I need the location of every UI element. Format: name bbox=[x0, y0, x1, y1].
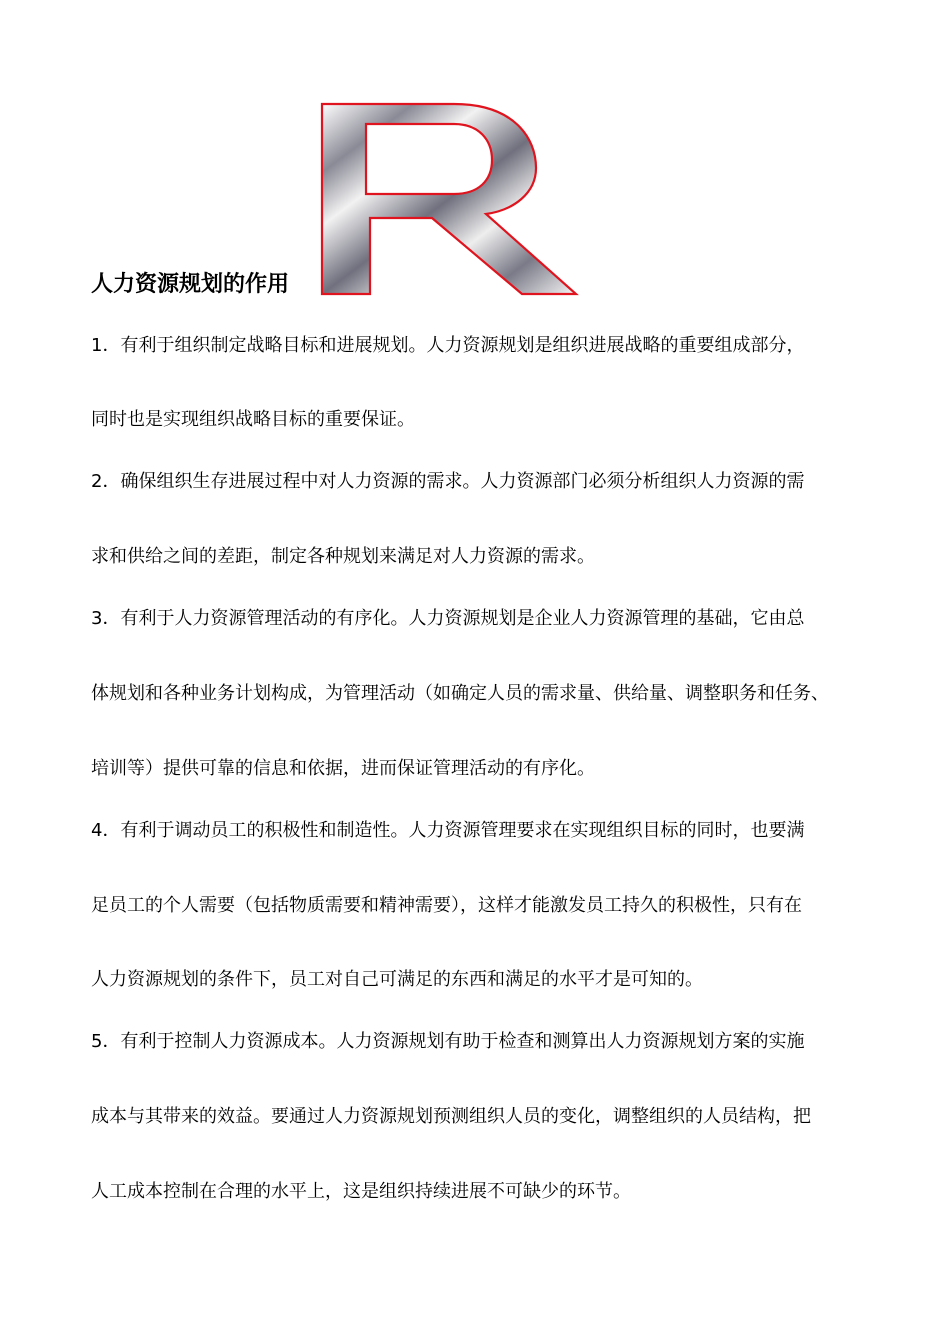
paragraph-line: 1．有利于组织制定战略目标和进展规划。人力资源规划是组织进展战略的重要组成部分， bbox=[91, 335, 805, 356]
paragraph-line: 人工成本控制在合理的水平上，这是组织持续进展不可缺少的环节。 bbox=[91, 1181, 631, 1202]
paragraph-line: 4．有利于调动员工的积极性和制造性。人力资源管理要求在实现组织目标的同时，也要满 bbox=[91, 820, 805, 841]
paragraph-line: 5．有利于控制人力资源成本。人力资源规划有助于检查和测算出人力资源规划方案的实施 bbox=[91, 1031, 805, 1052]
letter-r-logo bbox=[314, 98, 580, 300]
paragraph-line: 3．有利于人力资源管理活动的有序化。人力资源规划是企业人力资源管理的基础，它由总 bbox=[91, 608, 805, 629]
paragraph-line: 成本与其带来的效益。要通过人力资源规划预测组织人员的变化，调整组织的人员结构，把 bbox=[91, 1106, 811, 1127]
paragraph-line: 同时也是实现组织战略目标的重要保证。 bbox=[91, 409, 415, 430]
letter-r-shape bbox=[322, 104, 576, 294]
paragraph-line: 求和供给之间的差距，制定各种规划来满足对人力资源的需求。 bbox=[91, 546, 595, 567]
paragraph-line: 足员工的个人需要（包括物质需要和精神需要），这样才能激发员工持久的积极性，只有在 bbox=[91, 895, 802, 916]
paragraph-line: 人力资源规划的条件下，员工对自己可满足的东西和满足的水平才是可知的。 bbox=[91, 969, 703, 990]
paragraph-line: 培训等）提供可靠的信息和依据，进而保证管理活动的有序化。 bbox=[91, 758, 595, 779]
paragraph-line: 2．确保组织生存进展过程中对人力资源的需求。人力资源部门必须分析组织人力资源的需 bbox=[91, 471, 805, 492]
page-title: 人力资源规划的作用 bbox=[91, 272, 290, 297]
paragraph-line: 体规划和各种业务计划构成，为管理活动（如确定人员的需求量、供给量、调整职务和任务、 bbox=[91, 683, 829, 704]
